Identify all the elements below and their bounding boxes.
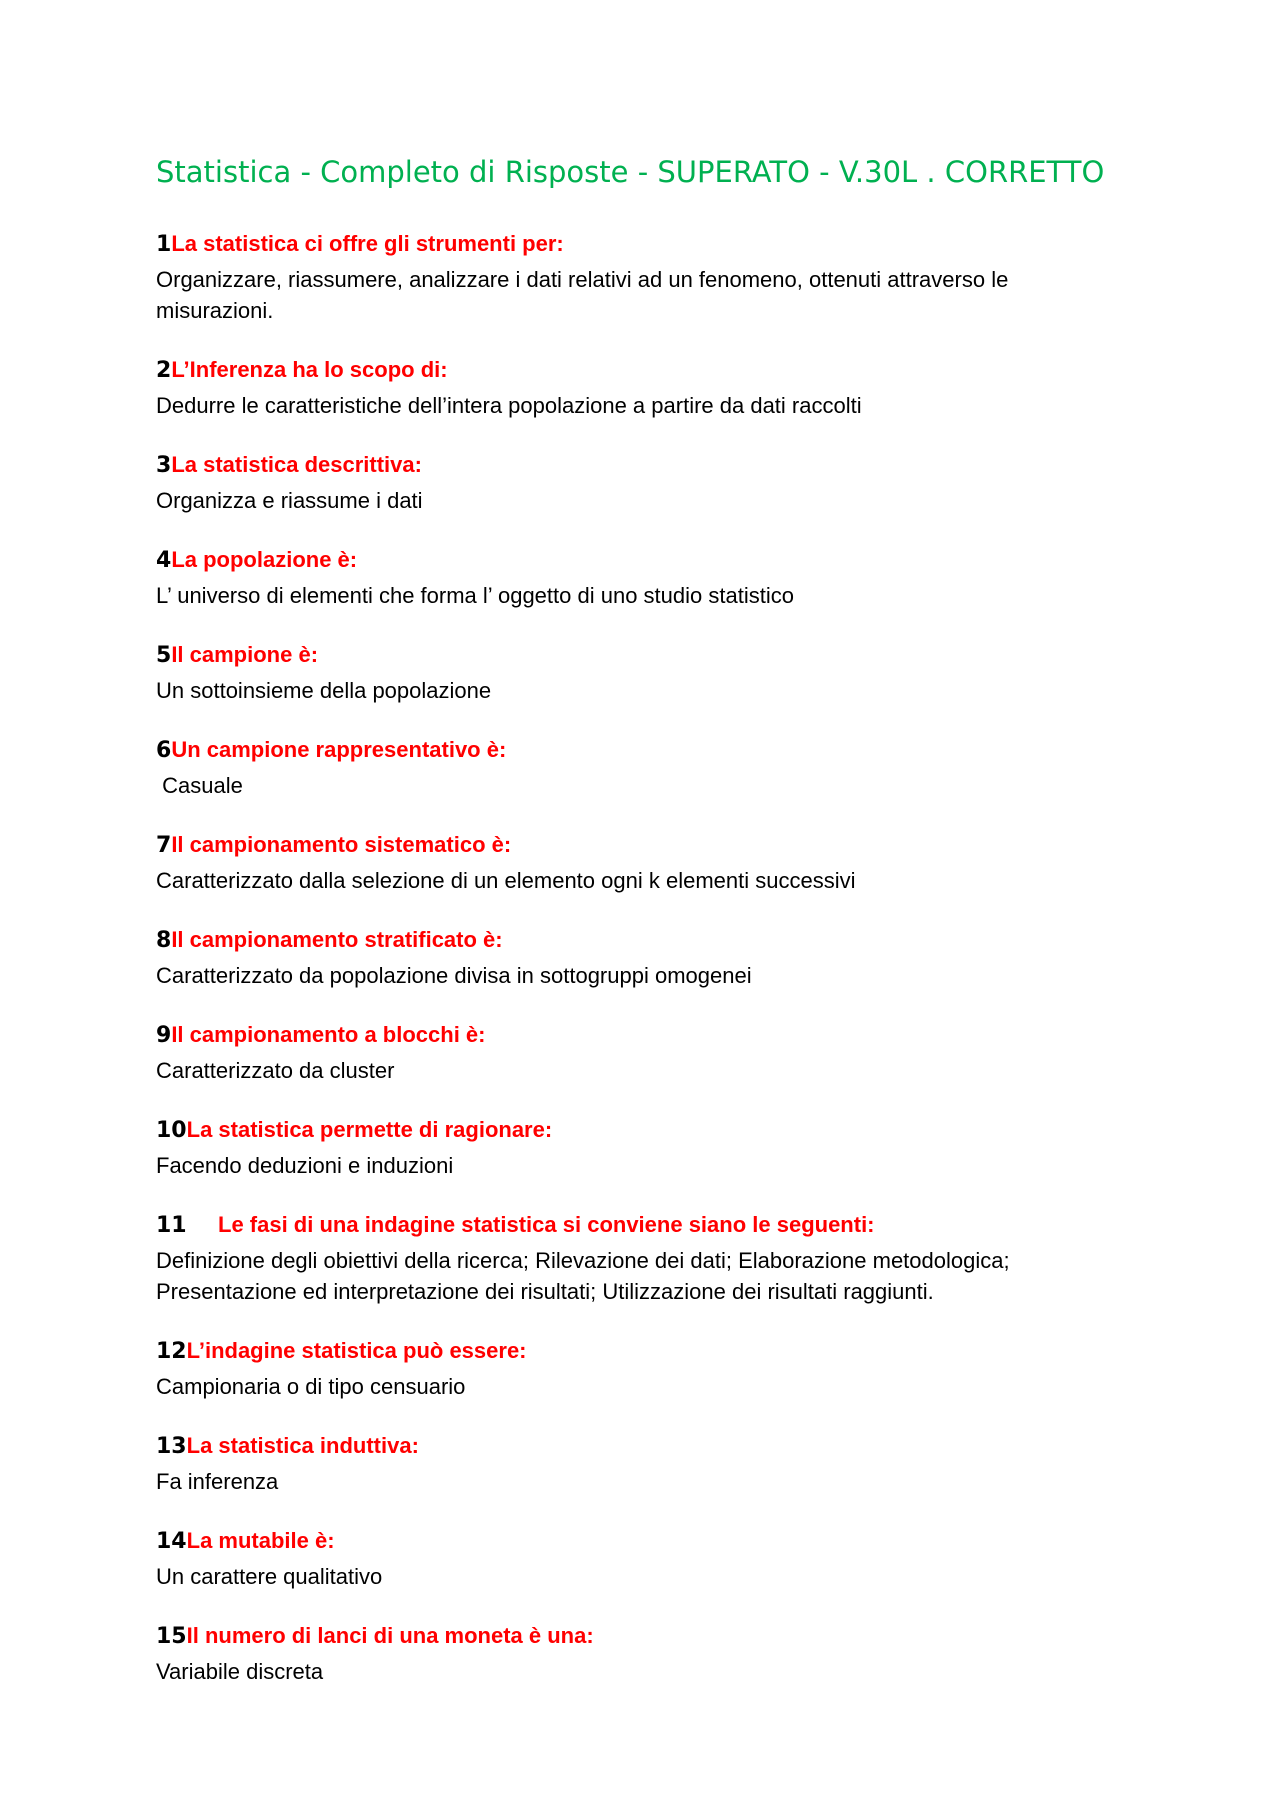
answer-text: Caratterizzato da cluster — [156, 1058, 395, 1083]
question-text: Il campionamento stratificato è: — [171, 927, 503, 952]
question-text: Un campione rappresentativo è: — [171, 737, 507, 762]
question-number: 14 — [156, 1529, 187, 1554]
answer-text: Definizione degli obiettivi della ricerca; Rilevazione dei dati; Elaborazione metodologica; Presentazione ed interpretazione dei risultati; Utilizzazione dei risultati raggiunti. — [156, 1248, 1010, 1304]
question-text: La statistica ci offre gli strumenti per: — [171, 231, 564, 256]
question-number: 12 — [156, 1339, 187, 1364]
question-number: 8 — [156, 928, 172, 953]
answer-text: Casuale — [156, 773, 243, 798]
question-item-12 — [156, 1333, 1116, 1428]
question-text: L’indagine statistica può essere: — [186, 1338, 527, 1363]
question-number: 9 — [156, 1023, 172, 1048]
question-text: Il campione è: — [171, 642, 319, 667]
question-item-6 — [156, 732, 1116, 827]
answer-text: L’ universo di elementi che forma l’ oggetto di uno studio statistico — [156, 583, 794, 608]
question-number: 6 — [156, 738, 172, 763]
answer-text: Caratterizzato da popolazione divisa in sottogruppi omogenei — [156, 963, 752, 988]
question-item-10 — [156, 1112, 1116, 1207]
question-number: 5 — [156, 643, 172, 668]
question-number: 4 — [156, 548, 172, 573]
question-text: L’Inferenza ha lo scopo di: — [171, 357, 448, 382]
question-item-1 — [156, 226, 1116, 352]
document-title: Statistica - Completo di Risposte - SUPERATO - V.30L . CORRETTO — [156, 155, 1105, 189]
answer-text: Organizzare, riassumere, analizzare i dati relativi ad un fenomeno, ottenuti attraverso le misurazioni. — [156, 267, 1009, 323]
question-text: La popolazione è: — [171, 547, 358, 572]
answer-text: Un sottoinsieme della popolazione — [156, 678, 492, 703]
question-number: 15 — [156, 1624, 187, 1649]
question-item-2 — [156, 352, 1116, 447]
question-number: 2 — [156, 358, 172, 383]
question-number: 3 — [156, 453, 172, 478]
question-item-7 — [156, 827, 1116, 922]
answer-text: Organizza e riassume i dati — [156, 488, 423, 513]
answer-text: Fa inferenza — [156, 1469, 279, 1494]
question-number: 13 — [156, 1434, 187, 1459]
question-number: 11 — [156, 1213, 187, 1238]
answer-text: Facendo deduzioni e induzioni — [156, 1153, 454, 1178]
question-item-9 — [156, 1017, 1116, 1112]
question-number: 1 — [156, 232, 172, 257]
answer-text: Caratterizzato dalla selezione di un elemento ogni k elementi successivi — [156, 868, 856, 893]
question-text: La mutabile è: — [186, 1528, 335, 1553]
question-text: Il numero di lanci di una moneta è una: — [186, 1623, 594, 1648]
answer-text: Dedurre le caratteristiche dell’intera popolazione a partire da dati raccolti — [156, 393, 862, 418]
question-item-13 — [156, 1428, 1116, 1523]
answer-text: Campionaria o di tipo censuario — [156, 1374, 466, 1399]
question-text: La statistica permette di ragionare: — [186, 1117, 553, 1142]
question-number: 7 — [156, 833, 172, 858]
question-list — [156, 226, 1116, 1713]
question-text: La statistica induttiva: — [186, 1433, 419, 1458]
question-item-8 — [156, 922, 1116, 1017]
question-number: 10 — [156, 1118, 187, 1143]
question-text: Il campionamento sistematico è: — [171, 832, 512, 857]
question-item-3 — [156, 447, 1116, 542]
question-item-14 — [156, 1523, 1116, 1618]
question-item-15 — [156, 1618, 1116, 1713]
question-text: La statistica descrittiva: — [171, 452, 422, 477]
answer-text: Un carattere qualitativo — [156, 1564, 383, 1589]
question-text: Il campionamento a blocchi è: — [171, 1022, 486, 1047]
question-item-4 — [156, 542, 1116, 637]
question-text: Le fasi di una indagine statistica si conviene siano le seguenti: — [218, 1212, 875, 1237]
answer-text: Variabile discreta — [156, 1659, 324, 1684]
question-item-5 — [156, 637, 1116, 732]
question-item-11 — [156, 1207, 1116, 1333]
